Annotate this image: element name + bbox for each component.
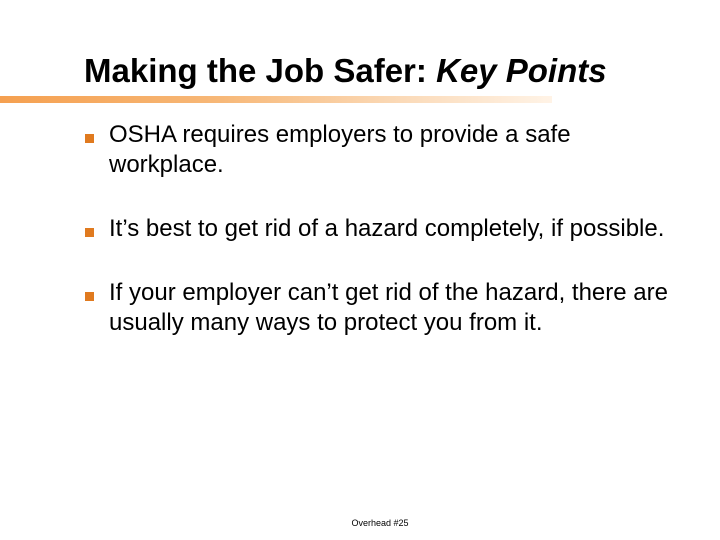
square-bullet-icon [85, 228, 94, 237]
bullet-text: If your employer can’t get rid of the hazard, there are usually many ways to protect you from it. [109, 279, 668, 336]
square-bullet-icon [85, 292, 94, 301]
bullet-item [84, 120, 684, 180]
title-plain-text: Making the Job Safer: [84, 52, 437, 89]
bullet-item [84, 278, 684, 338]
square-bullet-icon [85, 134, 94, 143]
bullet-list [84, 120, 684, 372]
title-emphasis-text: Key Points [436, 52, 607, 89]
bullet-item [84, 214, 684, 244]
title-underline-rule [0, 96, 552, 103]
bullet-text: It’s best to get rid of a hazard completely, if possible. [109, 215, 665, 242]
slide-title [84, 50, 607, 92]
bullet-text: OSHA requires employers to provide a safe workplace. [109, 121, 571, 178]
slide-footer: Overhead #25 [351, 518, 409, 528]
